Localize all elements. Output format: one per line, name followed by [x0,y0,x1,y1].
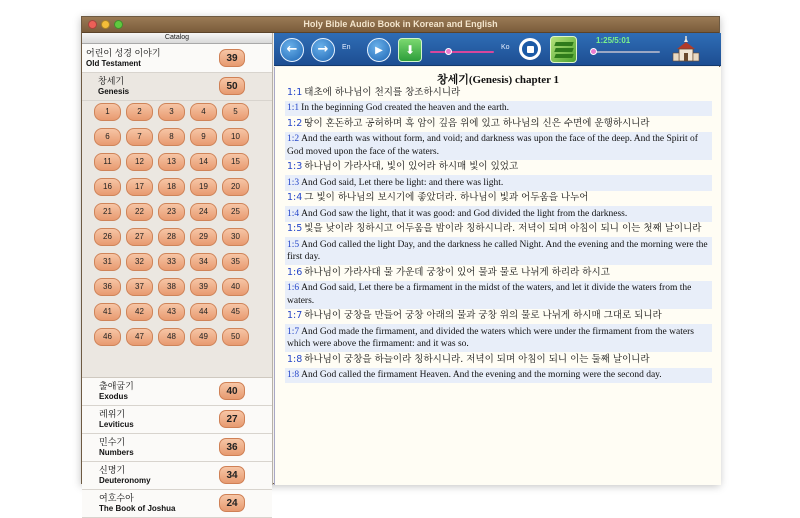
korean-verse[interactable] [285,309,712,325]
verse-reference[interactable]: 1:7 [287,310,303,321]
verse-text: 하나님이 가라사대 물 가운데 궁창이 있어 물과 물로 나뉘게 하리라 하시고 [304,266,610,278]
chapter-button[interactable]: 11 [94,153,121,171]
play-button[interactable] [367,38,391,62]
english-verse[interactable] [285,101,712,117]
download-icon: ⬇ [404,43,416,57]
verse-text: In the beginning God created the heaven and the earth. [301,103,509,113]
testament-book-count-badge: 39 [219,49,245,67]
chapter-button[interactable]: 48 [158,328,185,346]
verse-reference[interactable]: 1:3 [287,177,300,188]
verse-text: 그 빛이 하나님의 보시기에 좋았더라. 하나님이 빛과 어두움을 나누어 [304,192,589,203]
chapter-button[interactable]: 49 [190,328,217,346]
book-english-name: Exodus [99,392,128,401]
verse-reference[interactable]: 1:1 [287,103,300,113]
book-row[interactable] [82,406,272,434]
chapter-button[interactable]: 44 [190,303,217,321]
chapter-buttons [94,103,272,346]
chapter-button[interactable]: 45 [222,303,249,321]
book-english-name: Genesis [98,87,130,96]
catalog-sidebar [82,33,273,513]
chapter-button[interactable]: 18 [158,178,185,196]
book-korean-name: 출애굽기 [99,381,134,391]
title-bar[interactable] [82,17,719,33]
testament-korean-name: 어린이 성경 이야기 [86,48,161,58]
verse-reference[interactable]: 1:6 [287,266,303,278]
window-title: Holy Bible Audio Book in Korean and English [303,19,498,29]
catalog-header: Catalog [82,33,272,44]
time-track [592,51,660,53]
chapter-count-badge: 34 [219,466,245,484]
chapter-button[interactable]: 3 [158,103,185,121]
chapter-button[interactable]: 2 [126,103,153,121]
verse-reference[interactable]: 1:2 [287,134,300,144]
book-list [82,378,272,518]
chapter-button[interactable]: 46 [94,328,121,346]
previous-chapter-button[interactable] [280,38,304,62]
chapter-button[interactable]: 24 [190,203,217,221]
verse-text: And God called the light Day, and the darkness he called Night. And the evening and the morning were the first day. [287,239,708,262]
book-names [99,437,134,458]
book-names [99,493,175,514]
arrow-right-icon: → [317,42,329,57]
play-icon: ▶ [375,45,383,56]
chapter-button[interactable]: 1 [94,103,121,121]
book-english-name: Deuteronomy [99,476,151,485]
book-row[interactable] [82,378,272,406]
testament-english-name: Old Testament [86,59,141,68]
chapter-button[interactable]: 5 [222,103,249,121]
chapter-button[interactable]: 33 [158,253,185,271]
book-names [99,381,134,402]
book-english-name: Leviticus [99,420,134,429]
korean-verse[interactable] [285,191,712,207]
chapter-button[interactable]: 8 [158,128,185,146]
chapter-button[interactable]: 39 [190,278,217,296]
chapter-button[interactable]: 7 [126,128,153,146]
next-chapter-button[interactable] [311,38,335,62]
chapter-button[interactable]: 50 [222,328,249,346]
chapter-button[interactable]: 40 [222,278,249,296]
chapter-button[interactable]: 20 [222,178,249,196]
book-names [99,465,151,486]
download-button[interactable] [398,38,422,62]
english-verse[interactable] [285,324,712,352]
chapter-button[interactable]: 30 [222,228,249,246]
korean-verse[interactable] [285,222,712,238]
chapter-button[interactable]: 12 [126,153,153,171]
korean-verse[interactable] [285,160,712,176]
book-korean-name: 신명기 [99,465,126,475]
chapter-button[interactable]: 13 [158,153,185,171]
stop-button[interactable] [519,38,541,60]
verse-text: 하나님이 궁창을 만들어 궁창 아래의 물과 궁창 위의 물로 나뉘게 하시매 그대로 되니라 [304,310,662,321]
stop-icon [527,46,534,53]
chapter-button[interactable]: 37 [126,278,153,296]
scripture-pane[interactable] [274,67,721,485]
verse-text: 태초에 하나님이 천지를 창조하시니라 [304,86,461,98]
chapter-button[interactable]: 28 [158,228,185,246]
korean-verse[interactable] [285,352,712,368]
verse-text: 빛을 낮이라 칭하시고 어두움을 밤이라 칭하시니라. 저녁이 되며 아침이 되니 이는 첫째 날이니라 [304,223,702,234]
verse-text: 하나님이 가라사대, 빛이 있어라 하시매 빛이 있었고 [304,161,519,172]
english-label: En [342,44,351,51]
testament-names [86,48,161,69]
progress-slider-thumb[interactable] [445,48,452,55]
verse-reference[interactable]: 1:5 [287,223,303,234]
verse-reference[interactable]: 1:7 [287,326,300,337]
english-verse[interactable] [285,368,712,384]
arrow-left-icon: ← [286,42,298,57]
testament-row[interactable] [82,44,272,73]
english-verse[interactable] [285,281,712,309]
english-verse[interactable] [285,132,712,160]
chapter-count-badge: 24 [219,494,245,512]
book-korean-name: 레위기 [99,409,126,419]
verse-text: And God said, Let there be a firmament in the midst of the waters, and let it divide the waters from the waters. [287,283,692,306]
english-verse[interactable] [285,237,712,265]
verse-reference[interactable]: 1:6 [287,283,300,293]
chapter-button[interactable]: 6 [94,128,121,146]
verse-text: And God made the firmament, and divided the waters which were under the firmament from the waters which were above the firmament: and it was so. [287,326,694,349]
book-row[interactable] [82,490,272,518]
english-verse[interactable] [285,175,712,191]
book-row[interactable] [82,434,272,462]
korean-verse[interactable] [285,265,712,281]
time-readout: 1:25/5:01 [596,36,631,45]
chapter-title: 창세기(Genesis) chapter 1 [436,74,560,86]
chapter-button[interactable]: 29 [190,228,217,246]
verse-reference[interactable]: 1:2 [287,117,303,129]
verse-text: 땅이 혼돈하고 공허하며 흑 암이 깊음 위에 있고 하나님의 신은 수면에 운행하시니라 [304,117,650,129]
verse-reference[interactable]: 1:8 [287,370,300,380]
verse-reference[interactable]: 1:3 [287,161,303,172]
chapter-button[interactable]: 26 [94,228,121,246]
chapter-button[interactable]: 22 [126,203,153,221]
chapter-button[interactable]: 4 [190,103,217,121]
chapter-button[interactable]: 41 [94,303,121,321]
chapter-button[interactable]: 16 [94,178,121,196]
chapter-grid [82,101,272,378]
book-korean-name: 여호수아 [99,493,134,503]
verse-reference[interactable]: 1:4 [287,192,303,203]
book-names [99,409,134,430]
chapter-button[interactable]: 34 [190,253,217,271]
book-names [98,76,129,97]
chapter-button[interactable]: 10 [222,128,249,146]
korean-verse[interactable] [285,116,712,132]
chapter-button[interactable]: 17 [126,178,153,196]
verse-text: And God saw the light, that it was good: and God divided the light from the darkness. [301,208,628,219]
korean-verse[interactable] [285,85,712,101]
chapter-button[interactable]: 47 [126,328,153,346]
chapter-button[interactable]: 42 [126,303,153,321]
chapter-button[interactable]: 25 [222,203,249,221]
layers-button[interactable] [550,36,577,63]
english-verse[interactable] [285,206,712,222]
book-english-name: Numbers [99,448,134,457]
book-english-name: The Book of Joshua [99,504,176,513]
chapter-button[interactable]: 14 [190,153,217,171]
korean-label: Ko [501,44,510,51]
time-thumb[interactable] [590,48,597,55]
chapter-button[interactable]: 19 [190,178,217,196]
chapter-count-badge: 36 [219,438,245,456]
verse-reference[interactable]: 1:5 [287,239,300,250]
verse-reference[interactable]: 1:4 [287,208,300,219]
chapter-button[interactable]: 43 [158,303,185,321]
chapter-button[interactable]: 9 [190,128,217,146]
chapter-count-badge: 27 [219,410,245,428]
verse-list [275,85,721,383]
verse-reference[interactable]: 1:1 [287,86,303,98]
chapter-button[interactable]: 36 [94,278,121,296]
chapter-button[interactable]: 21 [94,203,121,221]
verse-reference[interactable]: 1:8 [287,353,303,365]
church-icon [671,36,701,63]
verse-text: And God called the firmament Heaven. And the evening and the morning were the second day. [301,370,662,380]
book-korean-name: 창세기 [98,76,125,86]
chapter-button[interactable]: 35 [222,253,249,271]
book-row-genesis[interactable] [82,73,272,101]
progress-slider[interactable] [430,51,494,53]
player-toolbar [274,33,721,66]
chapter-button[interactable]: 15 [222,153,249,171]
verse-text: 하나님이 궁창을 하늘이라 칭하시니라. 저녁이 되며 아침이 되니 이는 둘째 날이니라 [304,353,650,365]
chapter-button[interactable]: 32 [126,253,153,271]
verse-text: And God said, Let there be light: and there was light. [301,177,504,188]
book-row[interactable] [82,462,272,490]
chapter-button[interactable]: 23 [158,203,185,221]
chapter-count-badge: 40 [219,382,245,400]
book-korean-name: 민수기 [99,437,126,447]
chapter-button[interactable]: 27 [126,228,153,246]
app-window [81,16,720,513]
chapter-count-badge: 50 [219,77,245,95]
verse-text: And the earth was without form, and void; and darkness was upon the face of the deep. And the Spirit of God moved upon the face of the waters. [287,134,698,157]
chapter-button[interactable]: 31 [94,253,121,271]
church-home-button[interactable] [671,36,701,63]
chapter-button[interactable]: 38 [158,278,185,296]
